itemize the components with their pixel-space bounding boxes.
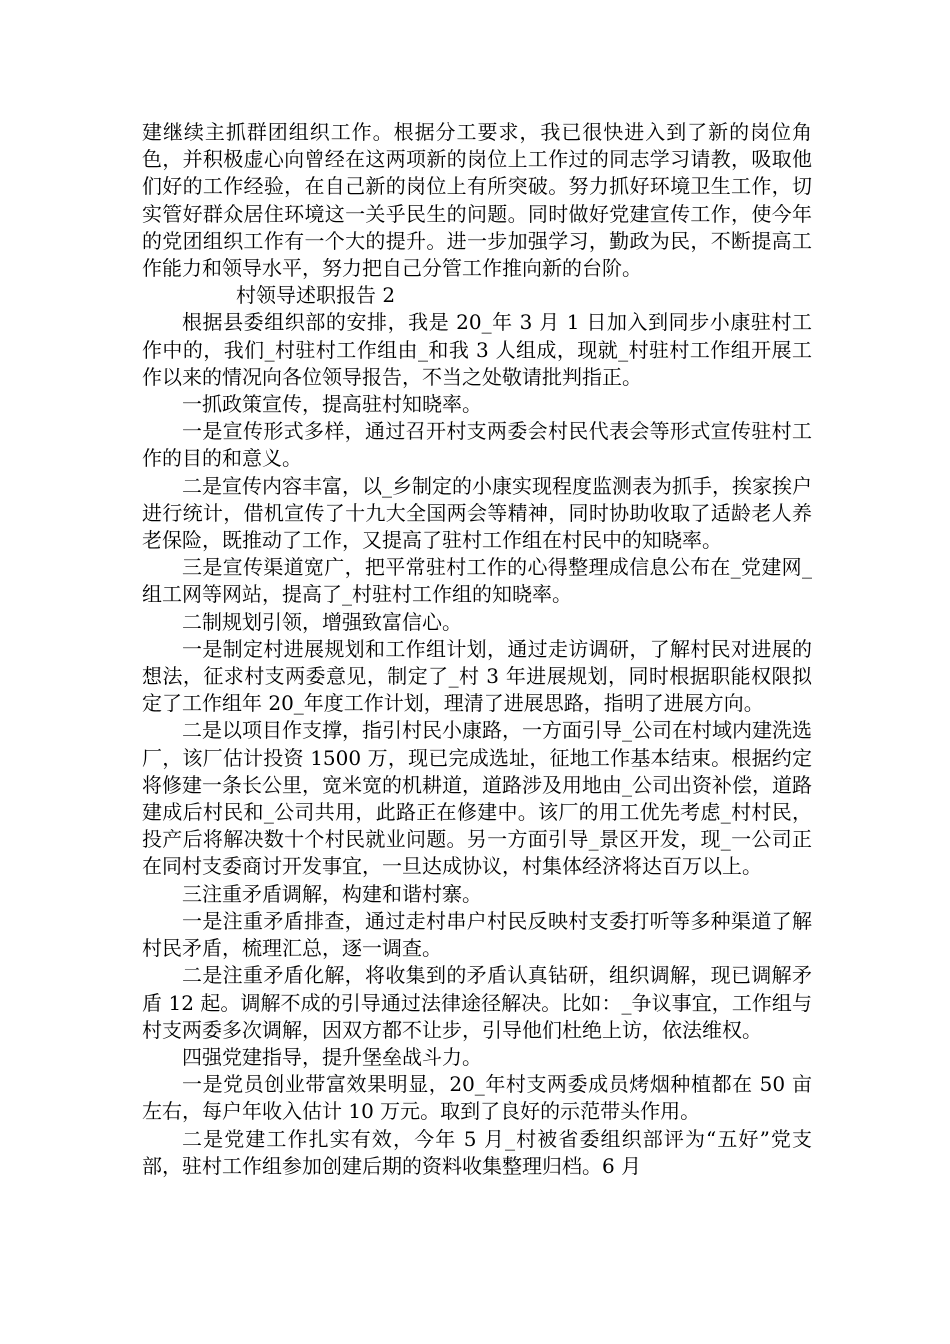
paragraph: 二是党建工作扎实有效，今年 5 月_村被省委组织部评为“五好”党支部，驻村工作组参加创建后期的资料收集整理归档。6 月: [142, 1126, 812, 1178]
paragraph: 建继续主抓群团组织工作。根据分工要求，我已很快进入到了新的岗位角色，并积极虚心向曾经在这两项新的岗位上工作过的同志学习请教，吸取他们好的工作经验，在自己新的岗位上有所突破。努力抓好环境卫生工作，切实管好群众居住环境这一关乎民生的问题。同时做好党建宣传工作，使今年的党团组织工作有一个大的提升。进一步加强学习，勤政为民，不断提高工作能力和领导水平，努力把自己分管工作推向新的台阶。: [142, 120, 812, 281]
paragraph: 一是注重矛盾排查，通过走村串户村民反映村支委打听等多种渠道了解村民矛盾，梳理汇总，逐一调查。: [142, 908, 812, 961]
subheading: 一抓政策宣传，提高驻村知晓率。: [182, 392, 482, 417]
paragraph: 一是制定村进展规划和工作组计划，通过走访调研，了解村民对进展的想法，征求村支两委意见，制定了_村 3 年进展规划，同时根据职能权限拟定了工作组年 20_年度工作计划，理清了进展思路，指明了进展方向。: [142, 636, 812, 716]
section-heading: 村领导述职报告 2: [236, 283, 396, 308]
paragraph: 一是党员创业带富效果明显，20_年村支两委成员烤烟种植都在 50 亩左右，每户年收入估计 10 万元。取到了良好的示范带头作用。: [142, 1072, 812, 1124]
subheading: 四强党建指导，提升堡垒战斗力。: [182, 1044, 482, 1069]
paragraph: 二是注重矛盾化解，将收集到的矛盾认真钻研，组织调解，现已调解矛盾 12 起。调解不成的引导通过法律途径解决。比如：_争议事宜，工作组与村支两委多次调解，因双方都不让步，引导他们杜绝上访，依法维权。: [142, 963, 812, 1042]
document-body: [142, 119, 812, 1180]
paragraph: 根据县委组织部的安排，我是 20_年 3 月 1 日加入到同步小康驻村工作中的，我们_村驻村工作组由_和我 3 人组成，现就_村驻村工作组开展工作以来的情况向各位领导报告，不当之处敬请批判指正。: [142, 310, 812, 389]
subheading: 二制规划引领，增强致富信心。: [182, 609, 462, 634]
subheading: 三注重矛盾调解，构建和谐村寨。: [182, 881, 482, 906]
paragraph: 三是宣传渠道宽广，把平常驻村工作的心得整理成信息公布在_党建网_组工网等网站，提高了_村驻村工作组的知晓率。: [142, 555, 812, 607]
paragraph: 二是宣传内容丰富，以_乡制定的小康实现程度监测表为抓手，挨家挨户进行统计，借机宣传了十九大全国两会等精神，同时协助收取了适龄老人养老保险，既推动了工作，又提高了驻村工作组在村民中的知晓率。: [142, 473, 812, 553]
paragraph: 二是以项目作支撑，指引村民小康路，一方面引导_公司在村域内建洗选厂，该厂估计投资 1500 万，现已完成选址，征地工作基本结束。根据约定将修建一条长公里，宽米宽的机耕道，道路涉及用地由_公司出资补偿，道路建成后村民和_公司共用，此路正在修建中。该厂的用工优先考虑_村村民，投产后将解决数十个村民就业问题。另一方面引导_景区开发，现_一公司正在同村支委商讨开发事宜，一旦达成协议，村集体经济将达百万以上。: [142, 718, 812, 879]
paragraph: 一是宣传形式多样，通过召开村支两委会村民代表会等形式宣传驻村工作的目的和意义。: [142, 419, 812, 471]
